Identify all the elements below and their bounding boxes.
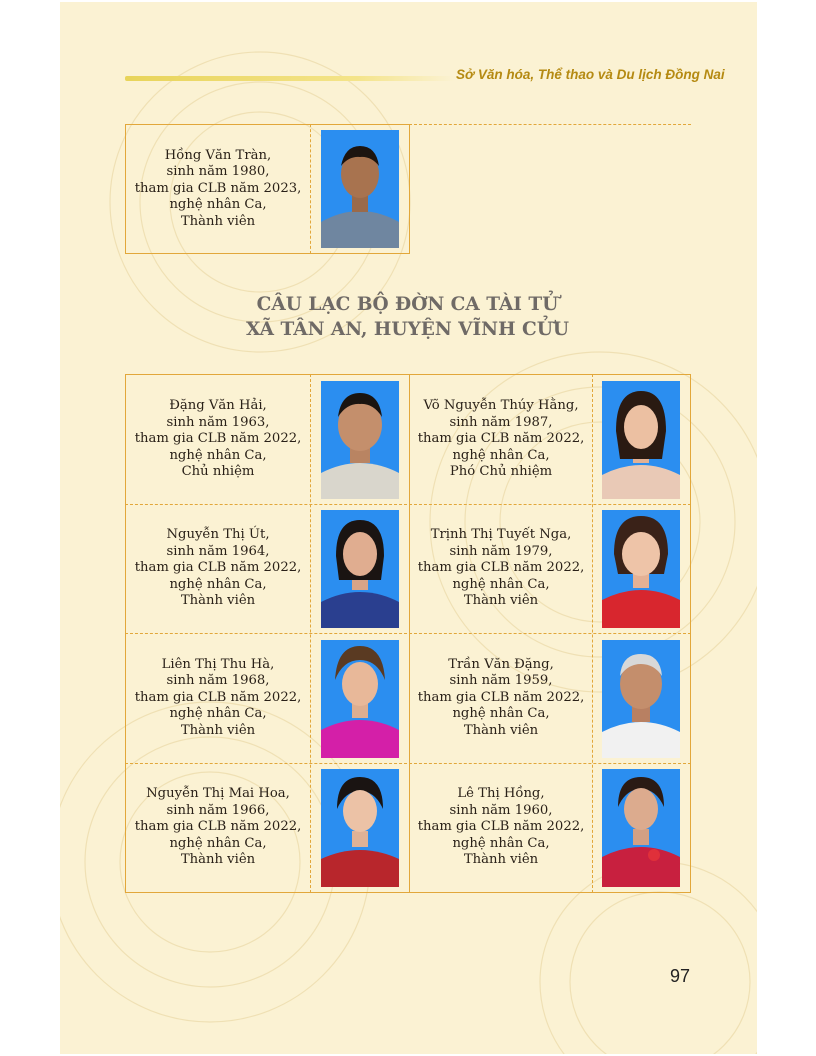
- page-number: 97: [669, 966, 690, 986]
- member-name: Võ Nguyễn Thúy Hằng,: [423, 398, 579, 414]
- member-role: Thành viên: [463, 722, 539, 738]
- section-title-line2: XÃ TÂN AN, HUYỆN VĨNH CỬU: [245, 319, 569, 340]
- member-birth: sinh năm 1979,: [449, 543, 553, 559]
- member-caption: [410, 633, 592, 763]
- member-caption: [126, 375, 310, 504]
- member-role: Thành viên: [463, 852, 539, 868]
- member-joined: tham gia CLB năm 2022,: [134, 689, 302, 705]
- member-role: Chủ nhiệm: [181, 464, 255, 480]
- member-caption-top: [126, 124, 310, 254]
- member-artist: nghệ nhân Ca,: [169, 197, 267, 213]
- member-caption: [126, 763, 310, 892]
- member-joined: tham gia CLB năm 2022,: [417, 819, 585, 835]
- member-role: Phó Chủ nhiệm: [449, 464, 553, 480]
- member-role: Thành viên: [180, 593, 256, 609]
- member-birth: sinh năm 1959,: [449, 673, 553, 689]
- member-joined: tham gia CLB năm 2022,: [417, 689, 585, 705]
- section-title-line1: CÂU LẠC BỘ ĐỜN CA TÀI TỬ: [256, 294, 559, 315]
- member-artist: nghệ nhân Ca,: [452, 835, 550, 851]
- member-photo: [321, 130, 399, 248]
- member-role: Thành viên: [180, 852, 256, 868]
- member-birth: sinh năm 1987,: [449, 414, 553, 430]
- member-artist: nghệ nhân Ca,: [452, 576, 550, 592]
- member-photo: [602, 510, 680, 628]
- member-name: Đặng Văn Hải,: [169, 398, 267, 414]
- member-artist: nghệ nhân Ca,: [169, 447, 267, 463]
- member-birth: sinh năm 1960,: [449, 802, 553, 818]
- top-table-divider: [310, 124, 311, 254]
- member-caption: [410, 375, 592, 504]
- header-title: Sở Văn hóa, Thể thao và Du lịch Đồng Nai: [456, 67, 725, 82]
- member-role: Thành viên: [180, 722, 256, 738]
- member-artist: nghệ nhân Ca,: [169, 706, 267, 722]
- member-photo: [321, 510, 399, 628]
- member-birth: sinh năm 1966,: [166, 802, 270, 818]
- member-joined: tham gia CLB năm 2022,: [417, 431, 585, 447]
- member-birth: sinh năm 1964,: [166, 543, 270, 559]
- member-role: Thành viên: [180, 213, 256, 229]
- member-artist: nghệ nhân Ca,: [452, 447, 550, 463]
- member-name: Hồng Văn Tràn,: [164, 147, 272, 163]
- member-name: Liên Thị Thu Hà,: [161, 656, 275, 672]
- member-photo: [602, 381, 680, 499]
- member-joined: tham gia CLB năm 2022,: [134, 431, 302, 447]
- grid-border-bottom: [125, 892, 691, 893]
- member-name: Nguyễn Thị Mai Hoa,: [146, 786, 290, 802]
- member-birth: sinh năm 1980,: [166, 164, 270, 180]
- member-photo: [602, 769, 680, 887]
- member-name: Trần Văn Đặng,: [448, 656, 554, 672]
- member-joined: tham gia CLB năm 2022,: [134, 819, 302, 835]
- member-artist: nghệ nhân Ca,: [452, 706, 550, 722]
- member-name: Lê Thị Hồng,: [457, 786, 545, 802]
- member-birth: sinh năm 1968,: [166, 673, 270, 689]
- member-caption: [126, 504, 310, 633]
- member-joined: tham gia CLB năm 2022,: [134, 560, 302, 576]
- member-photo: [321, 769, 399, 887]
- header-rule: [125, 76, 455, 81]
- member-caption: [410, 504, 592, 633]
- member-photo: [602, 640, 680, 758]
- member-joined: tham gia CLB năm 2022,: [417, 560, 585, 576]
- member-caption: [126, 633, 310, 763]
- member-name: Trịnh Thị Tuyết Nga,: [430, 527, 572, 543]
- member-photo: [321, 640, 399, 758]
- member-name: Nguyễn Thị Út,: [166, 527, 270, 543]
- top-table-border-right: [409, 124, 410, 254]
- top-divider: [409, 124, 691, 125]
- member-caption: [410, 763, 592, 892]
- member-photo: [321, 381, 399, 499]
- member-artist: nghệ nhân Ca,: [169, 835, 267, 851]
- member-joined: tham gia CLB năm 2023,: [134, 180, 302, 196]
- member-birth: sinh năm 1963,: [166, 414, 270, 430]
- member-artist: nghệ nhân Ca,: [169, 576, 267, 592]
- member-role: Thành viên: [463, 593, 539, 609]
